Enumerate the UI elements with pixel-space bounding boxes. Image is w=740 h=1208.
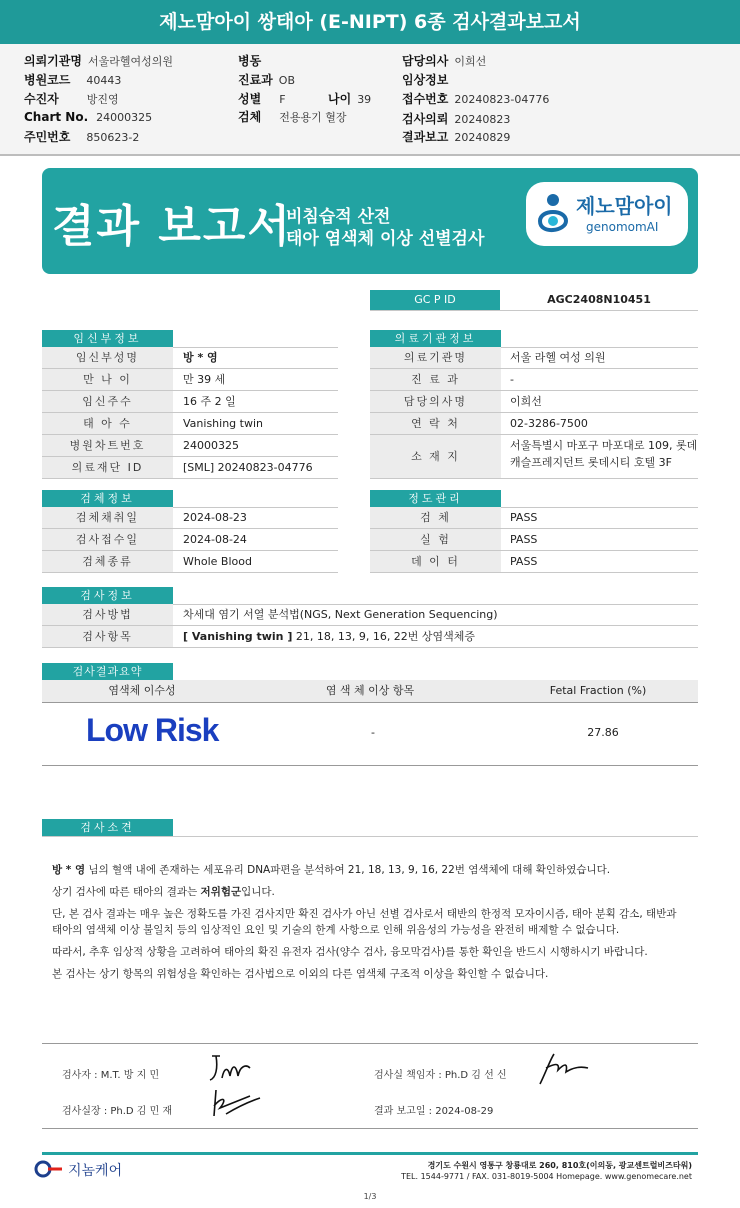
director-signature-line: 검사실장 : Ph.D 김 민 재 [62, 1106, 173, 1117]
institution-label: 소 재 지 [370, 435, 501, 478]
company-contact: TEL. 1544-9771 / FAX. 031-8019-5004 Homepage. www.genomecare.net [401, 1172, 692, 1181]
genomom-logo: 제노맘아이 genomomAI [526, 182, 688, 246]
opinion-line: 상기 검사에 따른 태아의 결과는 저위험군입니다. [52, 886, 275, 898]
patient-value: Vanishing twin [183, 417, 263, 430]
summary-col-aneuploidy: 염색체 이수성 [108, 684, 176, 697]
divider [370, 412, 698, 413]
patient-label: 임신주수 [42, 391, 173, 412]
order-header [0, 44, 740, 156]
institution-label: 담당의사명 [370, 391, 501, 412]
tester-signature [206, 1050, 254, 1084]
divider [42, 456, 338, 457]
page-number: 1/3 [363, 1192, 377, 1201]
genomecare-logo-icon [34, 1160, 64, 1178]
report-title: 제노맘아이 쌍태아 (E-NIPT) 6종 검사결과보고서 [0, 0, 740, 44]
divider [42, 1128, 698, 1129]
tester-signature-line: 검사자 : M.T. 방 지 민 [62, 1070, 160, 1081]
divider [370, 368, 698, 369]
qc-value: PASS [510, 555, 538, 568]
patient-value: [SML] 20240823-04776 [183, 461, 313, 474]
divider [42, 368, 338, 369]
banner-subtitle-1: 비침습적 산전 [286, 207, 391, 227]
header-field: 진료과 OB [238, 73, 295, 87]
specimen-label: 검체종류 [42, 551, 173, 572]
gcpid-label: GC P ID [370, 290, 500, 310]
divider [42, 528, 338, 529]
responsible-signature [536, 1050, 592, 1088]
patient-value: 16 주 2 일 [183, 395, 236, 408]
divider [42, 1043, 698, 1044]
header-field: 성별 F [238, 92, 286, 106]
header-field-age: 나이 39 [328, 92, 372, 106]
institution-value: - [510, 373, 514, 386]
institution-label: 진 료 과 [370, 369, 501, 390]
specimen-value: 2024-08-24 [183, 533, 247, 546]
test-method-label: 검사방법 [42, 604, 173, 625]
section-patient: 임신부정보 [42, 330, 173, 348]
opinion-line: 본 검사는 상기 항목의 위험성을 확인하는 검사법으로 이외의 다른 염색체 구조적 이상을 확인할 수 없습니다. [52, 968, 549, 980]
header-field: 담당의사 이희선 [402, 54, 487, 68]
summary-ff-value: 27.86 [587, 726, 619, 739]
section-summary: 검사결과요약 [42, 663, 173, 681]
divider [42, 550, 338, 551]
patient-value: 방 * 영 [183, 351, 218, 364]
divider [42, 647, 698, 648]
divider [42, 478, 338, 479]
institution-value: 이희선 [510, 395, 542, 408]
qc-label: 실 험 [370, 529, 501, 550]
patient-label: 임신부성명 [42, 347, 173, 368]
specimen-value: Whole Blood [183, 555, 252, 568]
result-banner [42, 168, 698, 274]
footer-accent-line [42, 1152, 698, 1155]
divider [42, 572, 338, 573]
qc-value: PASS [510, 533, 538, 546]
divider [370, 310, 698, 311]
divider [42, 765, 698, 766]
banner-title: 결과 보고서 [52, 201, 292, 252]
summary-abnormal-value: - [371, 726, 375, 739]
genomom-logo-icon [534, 191, 572, 237]
opinion-line: 따라서, 추후 임상적 상황을 고려하여 태아의 확진 유전자 검사(양수 검사, 융모막검사)를 통한 확인을 반드시 시행하시기 바랍니다. [52, 946, 648, 958]
divider [370, 572, 698, 573]
header-field: 주민번호 850623-2 [24, 130, 140, 144]
divider [370, 528, 698, 529]
header-field: 병동 [238, 54, 262, 68]
divider [42, 390, 338, 391]
test-method-value: 차세대 염기 서열 분석법(NGS, Next Generation Sequencing) [183, 608, 498, 621]
company-name: 지놈케어 [68, 1163, 123, 1179]
divider [370, 550, 698, 551]
gcpid-value: AGC2408N10451 [547, 293, 651, 306]
header-field: 검사의뢰 20240823 [402, 112, 511, 126]
institution-value: 02-3286-7500 [510, 417, 588, 430]
specimen-value: 2024-08-23 [183, 511, 247, 524]
opinion-line: 단, 본 검사 결과는 매우 높은 정확도를 가진 검사지만 확진 검사가 아닌 선별 검사로서 태반의 한정적 모자이시즘, 태아 분획 감소, 태반과 [52, 908, 677, 920]
patient-label: 태 아 수 [42, 413, 173, 434]
divider [42, 434, 338, 435]
qc-value: PASS [510, 511, 538, 524]
header-field: 의뢰기관명 서울라헬여성의원 [24, 54, 173, 68]
patient-label: 만 나 이 [42, 369, 173, 390]
summary-col-ff: Fetal Fraction (%) [549, 684, 647, 697]
qc-label: 데 이 터 [370, 551, 501, 572]
section-opinion: 검사소견 [42, 819, 173, 837]
opinion-line: 방 * 영 님의 혈액 내에 존재하는 세포유리 DNA파편을 분석하여 21, 18, 13, 9, 16, 22번 염색체에 대해 확인하였습니다. [52, 864, 611, 876]
summary-col-abnormal: 염 색 체 이상 항목 [325, 684, 415, 697]
opinion-line: 태아의 염색체 이상 불일치 등의 임상적인 요인 및 기술의 한계 사항으로 인해 위음성의 가능성을 완전히 배제할 수 없습니다. [52, 924, 620, 936]
qc-label: 검 체 [370, 507, 501, 528]
patient-value: 24000325 [183, 439, 239, 452]
header-field: 수진자 방진영 [24, 92, 119, 106]
test-items-value: [ Vanishing twin ] 21, 18, 13, 9, 16, 22번 상염색체증 [183, 630, 476, 643]
divider [370, 390, 698, 391]
company-address: 경기도 수원시 영통구 창룡대로 260, 810호(이의동, 광교센트럴비즈타워) [427, 1161, 692, 1170]
divider [42, 836, 698, 837]
header-field: 병원코드 40443 [24, 73, 122, 87]
divider [42, 702, 698, 703]
test-items-label: 검사항목 [42, 626, 173, 647]
institution-value: 서울특별시 마포구 마포대로 109, 롯데 [510, 439, 698, 452]
header-field: 검체 전용용기 혈장 [238, 110, 347, 124]
header-field: 접수번호 20240823-04776 [402, 92, 550, 106]
divider [370, 434, 698, 435]
divider [370, 478, 698, 479]
specimen-label: 검체채취일 [42, 507, 173, 528]
patient-label: 의료재단 ID [42, 457, 173, 478]
institution-value: 서울 라헬 여성 의원 [510, 351, 606, 364]
specimen-label: 검사접수일 [42, 529, 173, 550]
section-institution: 의료기관정보 [370, 330, 501, 348]
patient-value: 만 39 세 [183, 373, 226, 386]
divider [42, 412, 338, 413]
section-specimen: 검체정보 [42, 490, 173, 508]
header-field: Chart No. 24000325 [24, 110, 153, 124]
header-field: 결과보고 20240829 [402, 130, 511, 144]
risk-result: Low Risk [86, 712, 219, 748]
responsible-signature-line: 검사실 책임자 : Ph.D 김 선 신 [374, 1070, 507, 1081]
section-test: 검사정보 [42, 587, 173, 605]
section-qc: 정도관리 [370, 490, 501, 508]
director-signature [206, 1086, 264, 1120]
header-field: 임상정보 [402, 73, 449, 87]
report-date-line: 결과 보고일 : 2024-08-29 [374, 1106, 494, 1117]
banner-subtitle-2: 태아 염색체 이상 선별검사 [286, 229, 485, 249]
institution-label: 의료기관명 [370, 347, 501, 368]
institution-value-line2: 캐슬프레지던트 롯데시티 호텔 3F [510, 456, 672, 469]
patient-label: 병원차트번호 [42, 435, 173, 456]
institution-label: 연 락 처 [370, 413, 501, 434]
